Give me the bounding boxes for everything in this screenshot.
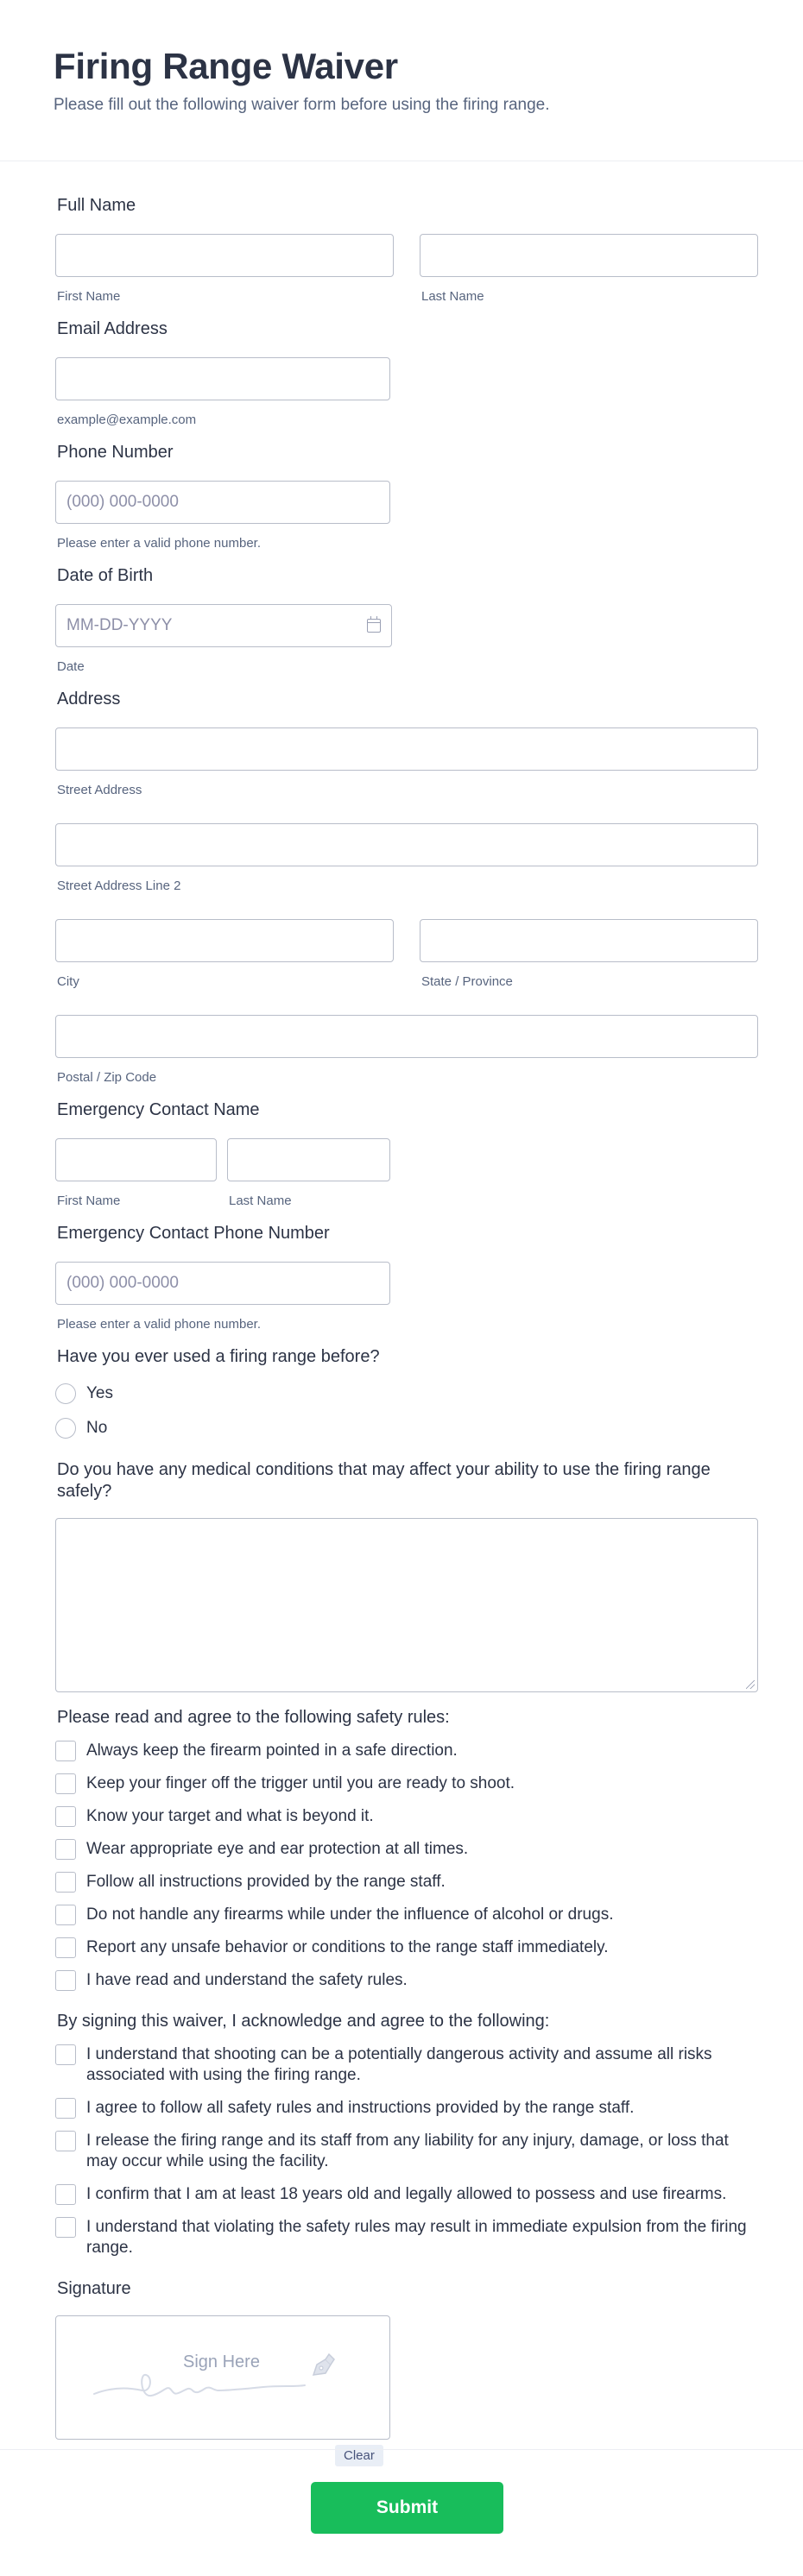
first-name-input[interactable]	[55, 234, 394, 277]
acknowledge-item[interactable]	[55, 2184, 748, 2205]
signature-clear-button[interactable]: Clear	[335, 2445, 383, 2466]
safety-rules-label: Please read and agree to the following safety rules:	[57, 1708, 450, 1727]
email-field	[55, 318, 748, 428]
medical-textarea[interactable]	[55, 1518, 758, 1692]
emergency-phone-field	[55, 1222, 748, 1332]
phone-placeholder: (000) 000-0000	[66, 493, 179, 511]
full-name-field	[55, 194, 748, 305]
safety-rule-item[interactable]	[55, 1806, 748, 1827]
signature-pad[interactable]	[55, 2315, 390, 2440]
safety-rule-label: Follow all instructions provided by the range staff.	[86, 1873, 446, 1891]
phone-input[interactable]	[55, 481, 390, 524]
acknowledge-checkbox[interactable]	[55, 2098, 76, 2119]
acknowledge-item[interactable]	[55, 2044, 748, 2086]
email-sublabel: example@example.com	[57, 413, 197, 427]
safety-rule-checkbox[interactable]	[55, 1937, 76, 1958]
submit-button[interactable]: Submit	[311, 2482, 503, 2534]
safety-rule-item[interactable]	[55, 1905, 748, 1925]
resize-handle-icon[interactable]	[746, 1680, 755, 1689]
acknowledge-label-text: I release the firing range and its staff from any liability for any injury, damage, or loss that may occur while using the facility.	[86, 2132, 729, 2170]
safety-rule-item[interactable]	[55, 1937, 748, 1958]
address-label: Address	[57, 690, 121, 709]
signature-label: Signature	[57, 2279, 131, 2298]
acknowledge-field	[55, 2010, 748, 2258]
medical-field	[55, 1459, 748, 1692]
form-title: Firing Range Waiver	[54, 46, 398, 86]
email-label: Email Address	[57, 319, 168, 338]
safety-rules-list	[55, 1741, 748, 1991]
safety-rule-label: Do not handle any firearms while under the influence of alcohol or drugs.	[86, 1905, 614, 1924]
street-address-line2-sublabel: Street Address Line 2	[57, 879, 181, 893]
safety-rule-label: I have read and understand the safety rules.	[86, 1971, 408, 1989]
emergency-last-name-input[interactable]	[227, 1138, 390, 1181]
medical-label: Do you have any medical conditions that may affect your ability to use the firing range safely?	[57, 1460, 711, 1501]
state-sublabel: State / Province	[421, 974, 513, 989]
radio-no-label: No	[86, 1419, 108, 1437]
safety-rule-checkbox[interactable]	[55, 1741, 76, 1761]
acknowledge-item[interactable]	[55, 2098, 748, 2119]
safety-rule-checkbox[interactable]	[55, 1839, 76, 1860]
street-address-sublabel: Street Address	[57, 783, 142, 797]
form-footer	[0, 2449, 803, 2576]
calendar-icon[interactable]	[367, 619, 381, 633]
safety-rule-item[interactable]	[55, 1839, 748, 1860]
dob-input[interactable]	[55, 604, 392, 647]
last-name-input[interactable]	[420, 234, 758, 277]
safety-rule-item[interactable]	[55, 1872, 748, 1893]
dob-field	[55, 564, 748, 675]
emergency-name-label: Emergency Contact Name	[57, 1100, 260, 1119]
emergency-first-name-input[interactable]	[55, 1138, 217, 1181]
state-input[interactable]	[420, 919, 758, 962]
safety-rule-checkbox[interactable]	[55, 1872, 76, 1893]
city-sublabel: City	[57, 974, 79, 989]
safety-rule-label: Know your target and what is beyond it.	[86, 1807, 374, 1825]
emergency-phone-sublabel: Please enter a valid phone number.	[57, 1317, 261, 1332]
emergency-phone-input[interactable]	[55, 1262, 390, 1305]
signature-field	[55, 2277, 748, 2466]
form-header	[0, 0, 803, 161]
safety-rule-checkbox[interactable]	[55, 1773, 76, 1794]
zip-sublabel: Postal / Zip Code	[57, 1070, 157, 1085]
first-name-sublabel: First Name	[57, 289, 121, 304]
street-address-input[interactable]	[55, 727, 758, 771]
emergency-phone-label: Emergency Contact Phone Number	[57, 1224, 330, 1243]
safety-rules-field	[55, 1706, 748, 1991]
safety-rule-checkbox[interactable]	[55, 1806, 76, 1827]
safety-rule-checkbox[interactable]	[55, 1905, 76, 1925]
safety-rule-item[interactable]	[55, 1741, 748, 1761]
acknowledge-item[interactable]	[55, 2217, 748, 2258]
phone-sublabel: Please enter a valid phone number.	[57, 536, 261, 551]
last-name-sublabel: Last Name	[421, 289, 484, 304]
safety-rule-checkbox[interactable]	[55, 1970, 76, 1991]
safety-rule-label: Report any unsafe behavior or conditions to the range staff immediately.	[86, 1938, 609, 1956]
acknowledge-checkbox[interactable]	[55, 2184, 76, 2205]
acknowledge-checkbox[interactable]	[55, 2044, 76, 2065]
pen-nib-icon	[307, 2351, 338, 2382]
acknowledge-label-text: I understand that violating the safety rules may result in immediate expulsion from the firing range.	[86, 2218, 747, 2257]
form-content	[0, 161, 803, 2466]
radio-yes[interactable]	[55, 1383, 76, 1404]
acknowledge-label: By signing this waiver, I acknowledge and agree to the following:	[57, 2012, 550, 2031]
emergency-last-name-sublabel: Last Name	[229, 1194, 292, 1208]
acknowledge-label-text: I understand that shooting can be a potentially dangerous activity and assume all risks associated with using the firing range.	[86, 2045, 712, 2084]
acknowledge-label-text: I confirm that I am at least 18 years old and legally allowed to possess and use firearms.	[86, 2185, 727, 2203]
dob-sublabel: Date	[57, 659, 85, 674]
emergency-first-name-sublabel: First Name	[57, 1194, 121, 1208]
acknowledge-label-text: I agree to follow all safety rules and instructions provided by the range staff.	[86, 2099, 635, 2117]
radio-no[interactable]	[55, 1418, 76, 1439]
radio-option-yes[interactable]	[55, 1383, 748, 1404]
safety-rule-label: Wear appropriate eye and ear protection at all times.	[86, 1840, 469, 1858]
zip-input[interactable]	[55, 1015, 758, 1058]
used-before-label: Have you ever used a firing range before?	[57, 1347, 380, 1366]
acknowledge-item[interactable]	[55, 2131, 748, 2172]
address-field	[55, 688, 748, 1086]
radio-option-no[interactable]	[55, 1418, 748, 1439]
safety-rule-item[interactable]	[55, 1970, 748, 1991]
acknowledge-checkbox[interactable]	[55, 2217, 76, 2238]
safety-rule-label: Always keep the firearm pointed in a safe direction.	[86, 1741, 458, 1760]
email-input[interactable]	[55, 357, 390, 400]
form-subtitle: Please fill out the following waiver form before using the firing range.	[54, 96, 550, 114]
full-name-label: Full Name	[57, 196, 136, 215]
city-input[interactable]	[55, 919, 394, 962]
safety-rule-item[interactable]	[55, 1773, 748, 1794]
dob-label: Date of Birth	[57, 566, 154, 585]
used-before-field	[55, 1345, 748, 1439]
emergency-name-field	[55, 1099, 748, 1209]
phone-field	[55, 441, 748, 551]
radio-yes-label: Yes	[86, 1384, 113, 1402]
safety-rule-label: Keep your finger off the trigger until you are ready to shoot.	[86, 1774, 515, 1792]
signature-placeholder: Sign Here	[183, 2352, 260, 2371]
dob-placeholder: MM-DD-YYYY	[66, 616, 173, 634]
street-address-line2-input[interactable]	[55, 823, 758, 866]
emergency-phone-placeholder: (000) 000-0000	[66, 1274, 179, 1292]
phone-label: Phone Number	[57, 443, 174, 462]
acknowledge-checkbox[interactable]	[55, 2131, 76, 2151]
acknowledge-list	[55, 2044, 748, 2258]
